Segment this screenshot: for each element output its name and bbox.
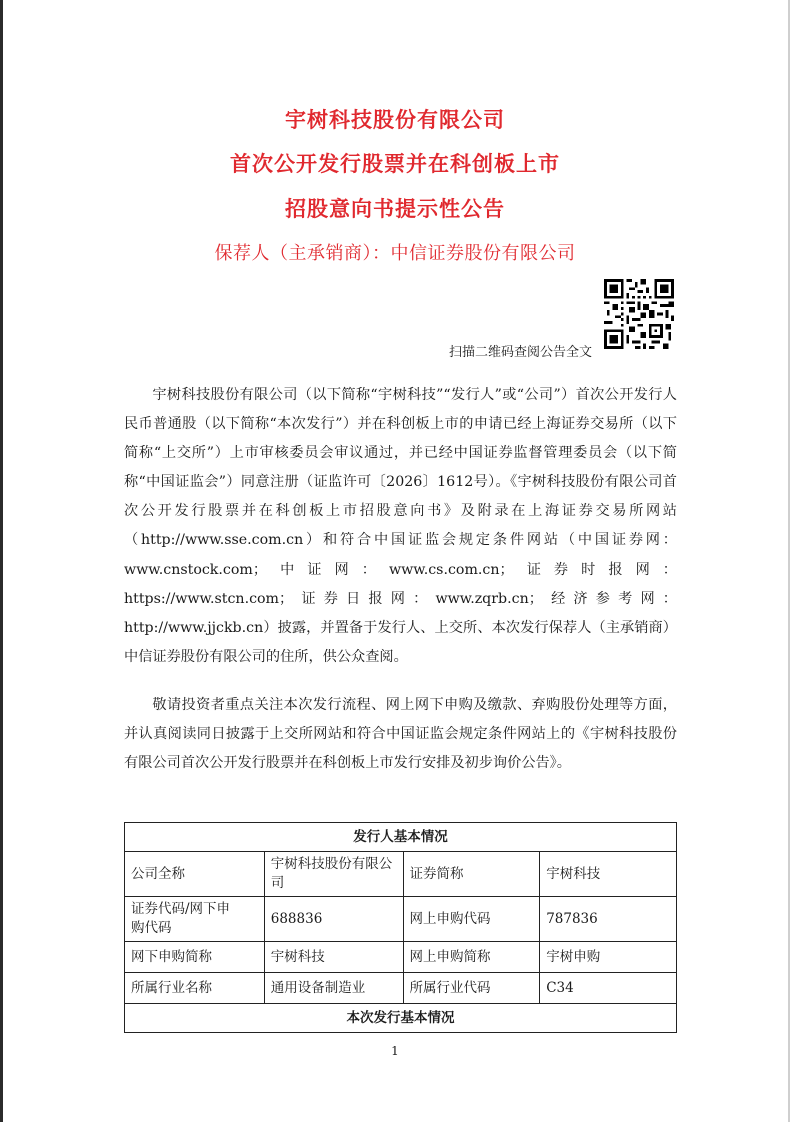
table-cell-value: C34	[540, 973, 677, 1004]
table-cell-value: 宇树科技	[264, 942, 403, 973]
table-cell-label: 所属行业名称	[125, 973, 265, 1004]
page-number: 1	[391, 1044, 399, 1058]
qr-code-icon[interactable]	[604, 279, 674, 349]
table-cell-label: 网上申购简称	[403, 942, 540, 973]
issuer-info-table	[124, 822, 677, 1033]
sponsor-line: 保荐人（主承销商）：中信证券股份有限公司	[214, 243, 576, 264]
table-cell-label: 网上申购代码	[403, 897, 540, 942]
table-cell-value: 宇树科技股份有限公司	[264, 852, 403, 897]
table-cell-value: 宇树科技	[540, 852, 677, 897]
paragraph-investor-notice: 敬请投资者重点关注本次发行流程、网上网下申购及缴款、弃购股份处理等方面，并认真阅读同日披露于上交所网站和符合中国证监会规定条件网站上的《宇树科技股份有限公司首次公开发行股票并在科创板上市发行安排及初步询价公告》。	[124, 697, 677, 772]
table-cell-label: 证券代码/网下申购代码	[125, 897, 265, 942]
qr-caption: 扫描二维码查阅公告全文	[449, 345, 593, 360]
title-offering: 首次公开发行股票并在科创板上市	[230, 151, 560, 176]
table-cell-value: 787836	[540, 897, 677, 942]
table-row	[125, 852, 677, 897]
table-section-title-issuer: 发行人基本情况	[125, 823, 677, 852]
table-section-title-offering: 本次发行基本情况	[125, 1004, 677, 1033]
table-cell-label: 网下申购简称	[125, 942, 265, 973]
title-company: 宇树科技股份有限公司	[285, 107, 505, 132]
table-row	[125, 973, 677, 1004]
paragraph-issuance-approval: 宇树科技股份有限公司（以下简称“宇树科技”“发行人”或“公司”）首次公开发行人民币普通股（以下简称“本次发行”）并在科创板上市的申请已经上海证券交易所（以下简称“上交所”）上市审核委员会审议通过，并已经中国证券监督管理委员会（以下简称“中国证监会”）同意注册（证监许可〔2026〕1612号）。《宇树科技股份有限公司首次公开发行股票并在科创板上市招股意向书》及附录在上海证券交易所网站（http://www.sse.com.cn）和符合中国证监会规定条件网站（中国证券网：www.cnstock.com；中证网：www.cs.com.cn；证券时报网：https://www.stcn.com；证券日报网：www.zqrb.cn；经济参考网：http://www.jjckb.cn）披露，并置备于发行人、上交所、本次发行保荐人（主承销商）中信证券股份有限公司的住所，供公众查阅。	[124, 387, 677, 665]
table-cell-value: 通用设备制造业	[264, 973, 403, 1004]
table-row	[125, 897, 677, 942]
table-cell-label: 证券简称	[403, 852, 540, 897]
table-cell-value: 688836	[264, 897, 403, 942]
table-cell-value: 宇树申购	[540, 942, 677, 973]
table-cell-label: 所属行业代码	[403, 973, 540, 1004]
title-announcement: 招股意向书提示性公告	[285, 196, 505, 221]
table-row	[125, 942, 677, 973]
table-cell-label: 公司全称	[125, 852, 265, 897]
